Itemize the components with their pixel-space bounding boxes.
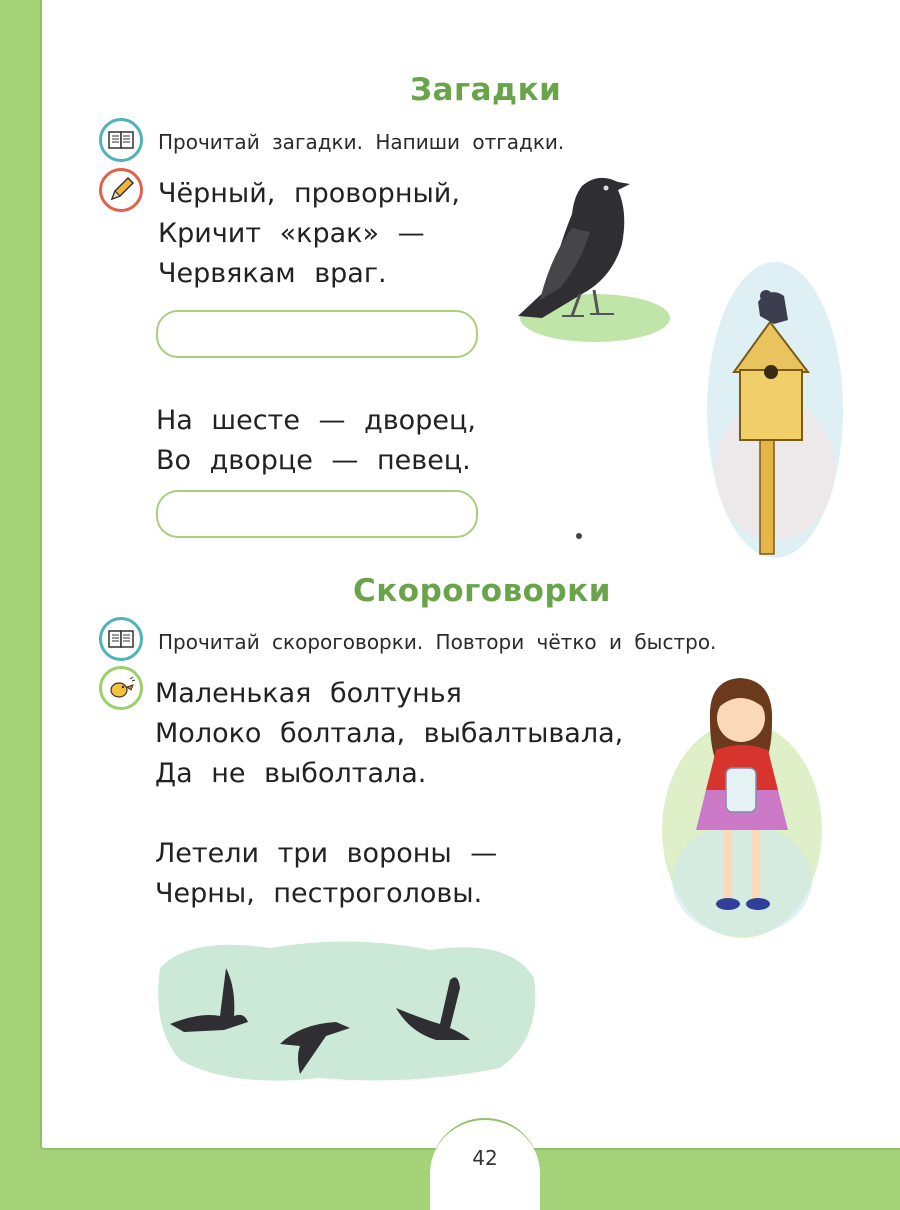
riddle-2 [156,401,476,481]
crow-illustration [510,168,670,348]
bird-icon [99,666,143,710]
girl-with-milk-illustration [660,670,830,940]
riddle-1-line-3: Червякам враг. [158,258,387,289]
riddle-1-line-2: Кричит «крак» — [158,218,425,249]
twister-1-line-2: Молоко болтала, выбалтывала, [155,718,624,749]
book-icon [99,118,143,162]
riddle-1-answer-field[interactable] [156,310,478,358]
birdhouse-illustration [700,260,850,560]
twister-2-line-1: Летели три вороны — [155,838,498,869]
tongue-twister-1 [155,674,623,794]
riddle-1-line-1: Чёрный, проворный, [158,178,460,209]
riddle-2-line-1: На шесте — дворец, [156,405,476,436]
riddle-2-answer-field[interactable] [156,490,478,538]
riddle-2-line-2: Во дворце — певец. [156,445,471,476]
ink-dot [576,533,582,539]
riddles-instruction: Прочитай загадки. Напиши отгадки. [158,130,565,154]
three-crows-illustration [150,928,540,1088]
riddles-title: Загадки [410,72,562,108]
twister-1-line-1: Маленькая болтунья [155,678,462,709]
tongue-twister-2 [155,834,497,914]
riddle-1 [158,174,460,294]
twister-2-line-2: Черны, пестроголовы. [155,878,483,909]
tongue-twisters-title: Скороговорки [353,573,611,609]
pencil-icon [99,168,143,212]
page-number: 42 [472,1146,498,1170]
twister-1-line-3: Да не выболтала. [155,758,427,789]
book-icon [99,617,143,661]
tongue-twisters-instruction: Прочитай скороговорки. Повтори чётко и быстро. [158,630,717,654]
